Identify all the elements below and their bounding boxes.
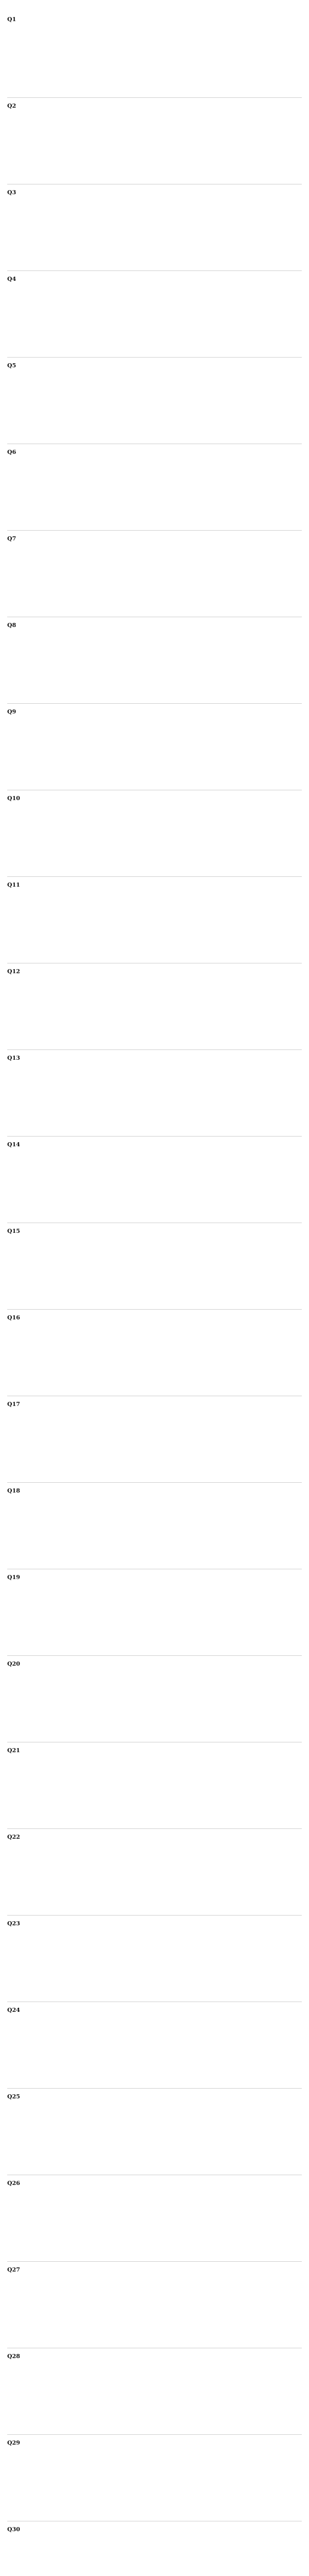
question-number: Q20 xyxy=(7,1660,20,1667)
question-block xyxy=(7,1310,302,1396)
question-heading xyxy=(7,2006,302,2014)
question-number: Q13 xyxy=(7,1055,20,1061)
question-block xyxy=(7,444,302,531)
document-header xyxy=(0,0,309,5)
question-block xyxy=(7,531,302,617)
question-heading xyxy=(7,1660,302,1668)
question-block xyxy=(7,2348,302,2435)
question-number: Q28 xyxy=(7,2353,20,2360)
question-heading xyxy=(7,968,302,975)
question-block xyxy=(7,2089,302,2175)
question-number: Q1 xyxy=(7,16,16,23)
question-block xyxy=(7,1396,302,1483)
question-heading xyxy=(7,189,302,196)
question-heading xyxy=(7,275,302,283)
question-block xyxy=(7,184,302,271)
question-block xyxy=(7,1656,302,1742)
question-heading xyxy=(7,1487,302,1495)
question-number: Q2 xyxy=(7,103,16,109)
question-block xyxy=(7,2521,302,2576)
question-block xyxy=(7,1050,302,1137)
question-block xyxy=(7,271,302,358)
question-block xyxy=(7,98,302,184)
question-heading xyxy=(7,881,302,889)
question-block xyxy=(7,358,302,444)
question-block xyxy=(7,2435,302,2521)
question-block xyxy=(7,617,302,704)
question-block xyxy=(7,1223,302,1310)
question-block xyxy=(7,1829,302,1916)
question-heading xyxy=(7,1227,302,1235)
question-heading xyxy=(7,1054,302,1062)
question-number: Q9 xyxy=(7,708,16,715)
question-number: Q17 xyxy=(7,1401,20,1408)
question-heading xyxy=(7,362,302,369)
question-number: Q21 xyxy=(7,1747,20,1754)
question-block xyxy=(7,963,302,1050)
question-heading xyxy=(7,794,302,802)
question-number: Q27 xyxy=(7,2266,20,2273)
question-heading xyxy=(7,2439,302,2447)
question-heading xyxy=(7,448,302,456)
question-heading xyxy=(7,1314,302,1321)
question-number: Q6 xyxy=(7,449,16,455)
question-heading xyxy=(7,2179,302,2187)
question-heading xyxy=(7,2526,302,2533)
question-heading xyxy=(7,1400,302,1408)
question-heading xyxy=(7,1833,302,1841)
question-block xyxy=(7,2262,302,2348)
question-heading xyxy=(7,2352,302,2360)
question-number: Q23 xyxy=(7,1920,20,1927)
question-number: Q8 xyxy=(7,622,16,629)
question-number: Q26 xyxy=(7,2180,20,2187)
question-block xyxy=(7,1916,302,2002)
question-number: Q12 xyxy=(7,968,20,975)
question-number: Q4 xyxy=(7,276,16,282)
question-heading xyxy=(7,535,302,543)
question-number: Q30 xyxy=(7,2526,20,2533)
question-block xyxy=(7,790,302,877)
question-heading xyxy=(7,621,302,629)
question-number: Q7 xyxy=(7,535,16,542)
question-heading xyxy=(7,102,302,110)
question-number: Q10 xyxy=(7,795,20,802)
question-heading xyxy=(7,15,302,23)
question-block xyxy=(7,877,302,963)
question-list xyxy=(0,11,309,2576)
question-block xyxy=(7,1137,302,1223)
question-heading xyxy=(7,1920,302,1927)
question-heading xyxy=(7,708,302,716)
question-number: Q18 xyxy=(7,1487,20,1494)
question-number: Q11 xyxy=(7,882,20,888)
question-number: Q29 xyxy=(7,2439,20,2446)
question-number: Q14 xyxy=(7,1141,20,1148)
question-number: Q5 xyxy=(7,362,16,369)
question-block xyxy=(7,1569,302,1656)
question-number: Q16 xyxy=(7,1314,20,1321)
question-heading xyxy=(7,1573,302,1581)
question-block xyxy=(7,1742,302,1829)
question-block xyxy=(7,1483,302,1569)
question-heading xyxy=(7,2266,302,2274)
question-number: Q19 xyxy=(7,1574,20,1581)
question-block xyxy=(7,704,302,790)
question-block xyxy=(7,11,302,98)
question-block xyxy=(7,2002,302,2089)
question-number: Q3 xyxy=(7,189,16,196)
question-block xyxy=(7,2175,302,2262)
question-number: Q24 xyxy=(7,2007,20,2013)
question-heading xyxy=(7,1141,302,1148)
question-heading xyxy=(7,2093,302,2100)
question-number: Q22 xyxy=(7,1834,20,1840)
question-number: Q15 xyxy=(7,1228,20,1234)
question-heading xyxy=(7,1747,302,1754)
question-number: Q25 xyxy=(7,2093,20,2100)
